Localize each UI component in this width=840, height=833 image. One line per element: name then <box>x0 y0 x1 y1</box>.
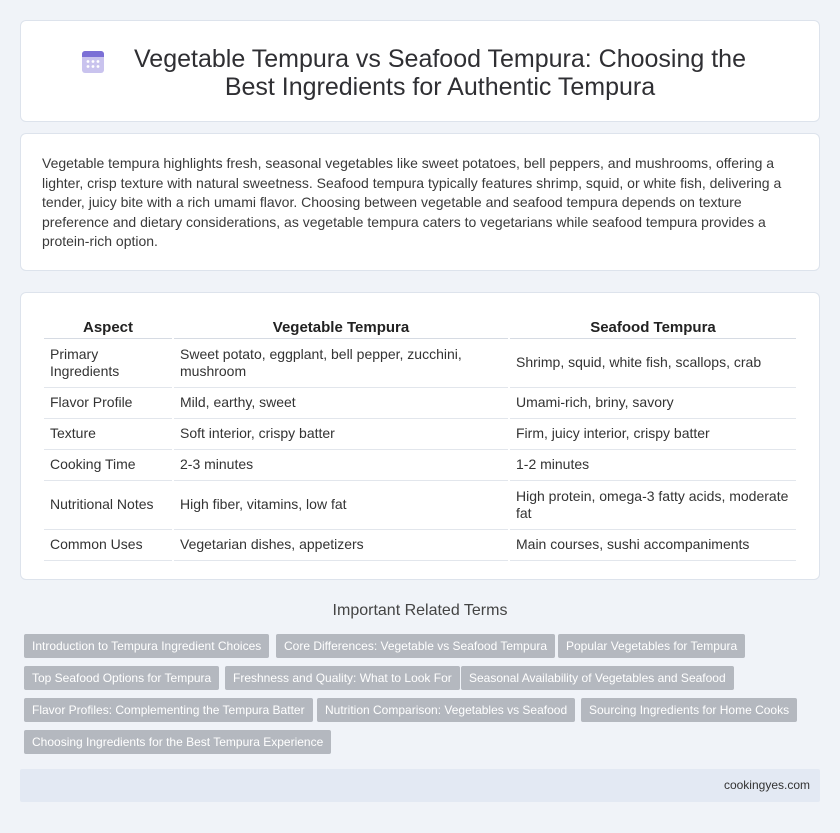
table-cell: Soft interior, crispy batter <box>174 419 508 450</box>
table-cell: Firm, juicy interior, crispy batter <box>510 419 796 450</box>
related-term-tag[interactable]: Introduction to Tempura Ingredient Choices <box>24 634 269 658</box>
comparison-card <box>20 292 820 580</box>
table-cell: 2-3 minutes <box>174 450 508 481</box>
table-cell: Main courses, sushi accompaniments <box>510 530 796 561</box>
related-term-tag[interactable]: Choosing Ingredients for the Best Tempura Experience <box>24 730 331 754</box>
table-cell: Nutritional Notes <box>44 481 172 530</box>
related-term-tag[interactable]: Core Differences: Vegetable vs Seafood Tempura <box>276 634 555 658</box>
related-term-tag[interactable]: Freshness and Quality: What to Look For <box>225 666 460 690</box>
table-row <box>44 530 796 561</box>
table-cell: High fiber, vitamins, low fat <box>174 481 508 530</box>
header-vegetable: Vegetable Tempura <box>174 315 508 339</box>
table-cell: Common Uses <box>44 530 172 561</box>
table-cell: Cooking Time <box>44 450 172 481</box>
header-seafood: Seafood Tempura <box>510 315 796 339</box>
table-cell: Shrimp, squid, white fish, scallops, crab <box>510 339 796 388</box>
table-cell: Mild, earthy, sweet <box>174 388 508 419</box>
page-title: Vegetable Tempura vs Seafood Tempura: Choosing the Best Ingredients for Authentic Tempura <box>134 45 746 101</box>
related-term-tag[interactable]: Popular Vegetables for Tempura <box>558 634 745 658</box>
related-term-tag[interactable]: Nutrition Comparison: Vegetables vs Seafood <box>317 698 575 722</box>
table-cell: 1-2 minutes <box>510 450 796 481</box>
comparison-table <box>42 315 798 561</box>
table-cell: Umami-rich, briny, savory <box>510 388 796 419</box>
footer-site-link[interactable]: cookingyes.com <box>723 778 810 792</box>
table-cell: Sweet potato, eggplant, bell pepper, zucchini, mushroom <box>174 339 508 388</box>
related-term-tag[interactable]: Top Seafood Options for Tempura <box>24 666 219 690</box>
title-card <box>20 20 820 122</box>
related-term-tag[interactable]: Flavor Profiles: Complementing the Tempura Batter <box>24 698 313 722</box>
table-cell: High protein, omega-3 fatty acids, moderate fat <box>510 481 796 530</box>
intro-paragraph: Vegetable tempura highlights fresh, seasonal vegetables like sweet potatoes, bell peppers, and mushrooms, offering a lighter, crisp texture with natural sweetness. Seafood tempura typically features shrimp, squid, or white fish, delivering a tender, juicy bite with a rich umami flavor. Choosing between vegetable and seafood tempura depends on texture preference and dietary considerations, as vegetable tempura caters to vegetarians while seafood tempura provides a protein-rich option. <box>42 155 782 249</box>
table-row <box>44 481 796 530</box>
table-row <box>44 388 796 419</box>
table-row <box>44 339 796 388</box>
table-header-row <box>44 315 796 339</box>
footer <box>20 769 820 802</box>
table-cell: Texture <box>44 419 172 450</box>
table-cell: Primary Ingredients <box>44 339 172 388</box>
intro-card <box>20 133 820 271</box>
table-cell: Flavor Profile <box>44 388 172 419</box>
table-cell: Vegetarian dishes, appetizers <box>174 530 508 561</box>
table-row <box>44 419 796 450</box>
related-term-tag[interactable]: Sourcing Ingredients for Home Cooks <box>581 698 797 722</box>
related-term-tag[interactable]: Seasonal Availability of Vegetables and Seafood <box>461 666 734 690</box>
header-aspect: Aspect <box>44 315 172 339</box>
related-terms-title: Important Related Terms <box>332 602 508 619</box>
table-row <box>44 450 796 481</box>
